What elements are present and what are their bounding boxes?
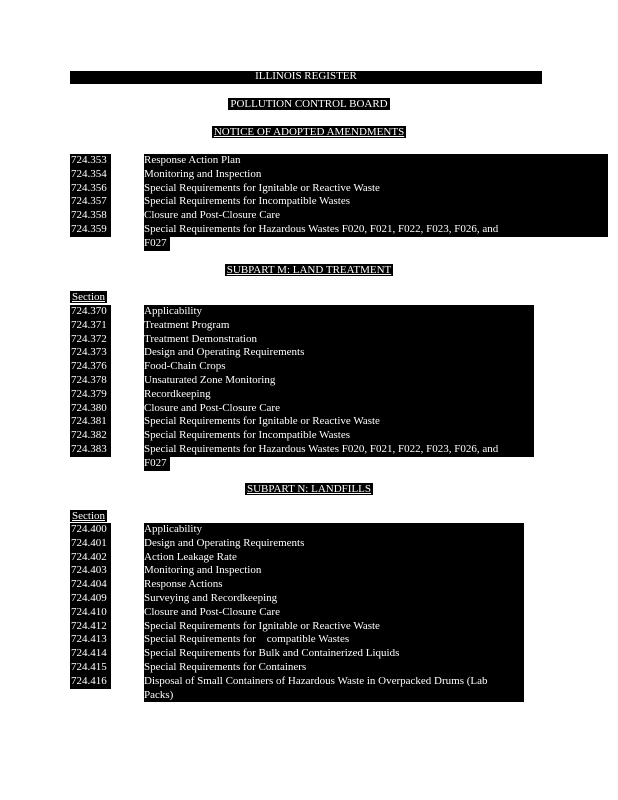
- section-number: 724.378: [70, 374, 111, 388]
- section-title: Closure and Post-Closure Care: [144, 606, 524, 620]
- section-title: Response Action Plan: [144, 154, 608, 168]
- section-number: 724.383: [70, 443, 111, 457]
- subpart-n-section-label: [70, 510, 107, 524]
- section-title: Special Requirements for Hazardous Wastes F020, F021, F022, F023, F026, and: [144, 223, 608, 237]
- section-number: 724.372: [70, 333, 111, 347]
- section-title: Special Requirements for Ignitable or Reactive Waste: [144, 182, 608, 196]
- section-number: 724.371: [70, 319, 111, 333]
- section-title: Applicability: [144, 523, 524, 537]
- section-label: Section: [72, 291, 105, 303]
- section-title: Monitoring and Inspection: [144, 168, 608, 182]
- section-title-continued: F027: [144, 457, 170, 471]
- section-number: 724.413: [70, 633, 111, 647]
- section-number: 724.416: [70, 675, 111, 689]
- section-number: 724.356: [70, 182, 111, 196]
- subpart-m-heading: SUBPART M: LAND TREATMENT: [226, 264, 392, 276]
- section-title-continued: F027: [144, 237, 170, 251]
- section-number: 724.404: [70, 578, 111, 592]
- section-title: Applicability: [144, 305, 534, 319]
- section-number: 724.376: [70, 360, 111, 374]
- section-label: Section: [72, 510, 105, 522]
- section-title: Action Leakage Rate: [144, 551, 524, 565]
- subpart-m-heading-line: [0, 264, 618, 278]
- subpart-n-heading-line: [0, 483, 618, 497]
- section-title-continued: Packs): [144, 689, 524, 703]
- section-title: Special Requirements for Incompatible Wastes: [144, 195, 608, 209]
- board-name: POLLUTION CONTROL BOARD: [230, 98, 388, 110]
- section-title: Special Requirements for compatible Wastes: [144, 633, 524, 647]
- section-number: 724.373: [70, 346, 111, 360]
- section-title: Response Actions: [144, 578, 524, 592]
- section-number: 724.382: [70, 429, 111, 443]
- header-rule: [70, 83, 542, 84]
- section-number: 724.357: [70, 195, 111, 209]
- section-number: 724.401: [70, 537, 111, 551]
- section-title: Special Requirements for Bulk and Containerized Liquids: [144, 647, 524, 661]
- section-title: Special Requirements for Incompatible Wastes: [144, 429, 534, 443]
- section-number: 724.354: [70, 168, 111, 182]
- section-number: 724.409: [70, 592, 111, 606]
- section-number: 724.370: [70, 305, 111, 319]
- register-title: ILLINOIS REGISTER: [255, 70, 357, 82]
- section-title: Special Requirements for Containers: [144, 661, 524, 675]
- section-number: 724.402: [70, 551, 111, 565]
- board-line: [0, 98, 618, 112]
- section-number: 724.414: [70, 647, 111, 661]
- section-number: 724.353: [70, 154, 111, 168]
- section-title: Recordkeeping: [144, 388, 534, 402]
- section-number: 724.412: [70, 620, 111, 634]
- section-number: 724.381: [70, 415, 111, 429]
- section-title: Treatment Demonstration: [144, 333, 534, 347]
- section-title: Disposal of Small Containers of Hazardous Waste in Overpacked Drums (Lab: [144, 675, 524, 689]
- section-number: 724.410: [70, 606, 111, 620]
- section-title: Design and Operating Requirements: [144, 537, 524, 551]
- section-number: 724.415: [70, 661, 111, 675]
- section-title: Special Requirements for Hazardous Wastes F020, F021, F022, F023, F026, and: [144, 443, 534, 457]
- notice-title: NOTICE OF ADOPTED AMENDMENTS: [213, 126, 405, 138]
- section-title: Surveying and Recordkeeping: [144, 592, 524, 606]
- section-title: Monitoring and Inspection: [144, 564, 524, 578]
- notice-line: [0, 126, 618, 140]
- section-number: 724.400: [70, 523, 111, 537]
- subpart-m-section-label: [70, 291, 107, 305]
- section-title: Design and Operating Requirements: [144, 346, 534, 360]
- section-title: Special Requirements for Ignitable or Reactive Waste: [144, 415, 534, 429]
- section-title: Special Requirements for Ignitable or Reactive Waste: [144, 620, 524, 634]
- section-number: 724.403: [70, 564, 111, 578]
- section-title: Food-Chain Crops: [144, 360, 534, 374]
- section-number: 724.358: [70, 209, 111, 223]
- section-number: 724.380: [70, 402, 111, 416]
- section-title: Unsaturated Zone Monitoring: [144, 374, 534, 388]
- section-title: Treatment Program: [144, 319, 534, 333]
- section-number: 724.359: [70, 223, 111, 237]
- section-number: 724.379: [70, 388, 111, 402]
- subpart-n-heading: SUBPART N: LANDFILLS: [246, 483, 372, 495]
- section-title: Closure and Post-Closure Care: [144, 402, 534, 416]
- section-title: Closure and Post-Closure Care: [144, 209, 608, 223]
- register-header-bar: [70, 71, 542, 83]
